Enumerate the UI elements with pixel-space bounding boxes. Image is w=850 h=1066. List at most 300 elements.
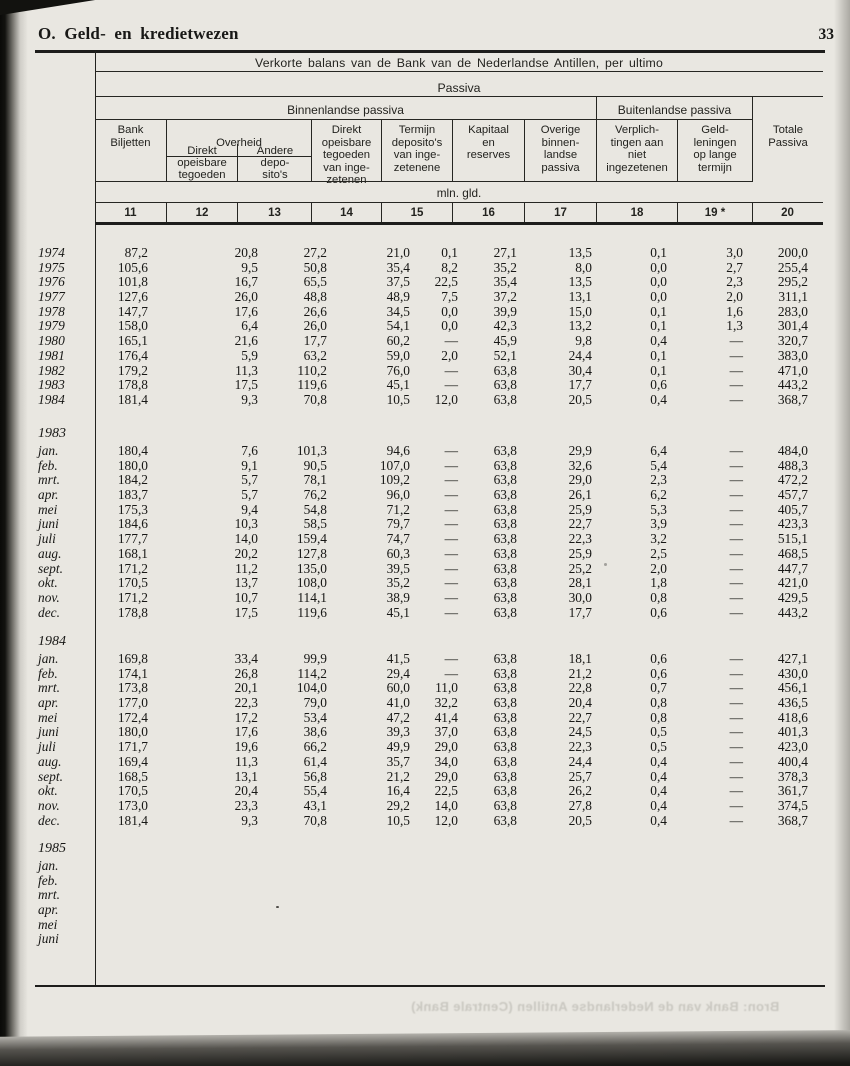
row-label: mrt. bbox=[38, 887, 60, 903]
table-cell: 79,7 bbox=[386, 516, 410, 532]
table-cell: 0,1 bbox=[441, 245, 458, 260]
header-bottom-rule bbox=[95, 222, 823, 225]
table-cell: 200,0 bbox=[777, 245, 808, 260]
section-label: 1985 bbox=[38, 841, 66, 856]
row-label: nov. bbox=[38, 589, 60, 605]
group-domestic-passiva: Binnenlandse passiva bbox=[95, 97, 597, 120]
column-number-row bbox=[95, 202, 823, 224]
table-cell: 63,8 bbox=[493, 560, 517, 576]
table-cell: 114,2 bbox=[297, 665, 327, 681]
row-label: mrt. bbox=[38, 472, 60, 488]
table-cell: — bbox=[444, 560, 458, 576]
table-cell: 0,8 bbox=[650, 695, 667, 711]
table-cell: — bbox=[729, 560, 743, 576]
table-row bbox=[38, 770, 808, 785]
table-row bbox=[38, 652, 808, 667]
row-label: aug. bbox=[38, 545, 62, 561]
table-cell: 180,0 bbox=[117, 724, 148, 740]
table-cell: 17,6 bbox=[234, 303, 258, 319]
table-cell: 6,4 bbox=[650, 443, 667, 458]
table-cell: 0,5 bbox=[650, 724, 667, 740]
table-cell: 405,7 bbox=[777, 501, 808, 517]
table-cell: 63,8 bbox=[493, 739, 517, 755]
table-cell: 63,8 bbox=[493, 753, 517, 769]
table-cell: 181,4 bbox=[117, 812, 148, 828]
table-cell: 63,8 bbox=[493, 575, 517, 591]
table-cell: 20,5 bbox=[568, 812, 592, 828]
row-label: 1976 bbox=[38, 274, 65, 290]
table-cell: 41,0 bbox=[386, 695, 410, 711]
table-cell: 472,2 bbox=[777, 472, 808, 488]
table-cell: 456,1 bbox=[777, 680, 808, 696]
table-row bbox=[38, 711, 808, 726]
table-cell: 54,1 bbox=[386, 318, 410, 334]
table-cell: 63,8 bbox=[493, 391, 517, 407]
spine-shadow bbox=[0, 0, 28, 1066]
table-cell: 2,3 bbox=[650, 472, 667, 488]
table-cell: 135,0 bbox=[296, 560, 327, 576]
col-header-direkt-opeisbaar-ingezetenen: Direkt opeisbare tegoeden van inge- zetenen bbox=[312, 120, 382, 182]
table-cell: 484,0 bbox=[777, 443, 808, 458]
table-cell: 53,4 bbox=[303, 709, 327, 725]
table-cell: — bbox=[444, 472, 458, 488]
table-cell: 63,8 bbox=[493, 709, 517, 725]
table-cell: — bbox=[729, 457, 743, 473]
table-cell: 13,7 bbox=[234, 575, 258, 591]
table-cell: 63,8 bbox=[493, 487, 517, 503]
table-cell: 13,5 bbox=[568, 274, 592, 290]
unit-label: mln. gld. bbox=[436, 186, 482, 200]
table-cell: 43,1 bbox=[303, 797, 327, 813]
table-cell: 295,2 bbox=[777, 274, 808, 290]
row-label: apr. bbox=[38, 902, 59, 918]
col-header-overige-binnenlandse: Overige binnen- landse passiva bbox=[525, 120, 597, 182]
table-cell: 32,2 bbox=[434, 695, 458, 711]
col-num-17: 17 bbox=[525, 203, 597, 224]
section-label: 1983 bbox=[38, 426, 66, 441]
table-cell: 58,5 bbox=[303, 516, 327, 532]
table-cell: 63,8 bbox=[493, 589, 517, 605]
column-header-row bbox=[95, 120, 823, 187]
dust-speck bbox=[276, 906, 279, 908]
row-label: 1982 bbox=[38, 362, 65, 378]
table-row bbox=[38, 681, 808, 696]
row-label: aug. bbox=[38, 753, 62, 769]
col-header-kapitaal-reserves: Kapitaal en reserves bbox=[453, 120, 525, 182]
table-cell: — bbox=[729, 545, 743, 561]
table-cell: 110,2 bbox=[297, 362, 327, 378]
table-cell: — bbox=[729, 709, 743, 725]
table-cell: 39,9 bbox=[493, 303, 517, 319]
table-cell: 20,4 bbox=[234, 783, 258, 799]
table-cell: 10,3 bbox=[234, 516, 258, 532]
table-cell: 13,1 bbox=[568, 289, 592, 305]
table-cell: 0,4 bbox=[650, 753, 667, 769]
table-row bbox=[38, 740, 808, 755]
table-row bbox=[38, 725, 808, 740]
table-cell: 427,1 bbox=[777, 651, 808, 666]
table-cell: 34,0 bbox=[434, 753, 458, 769]
col-header-bankbiljetten: Bank Biljetten bbox=[95, 120, 167, 182]
table-cell: 9,4 bbox=[241, 501, 258, 517]
table-row bbox=[38, 473, 808, 488]
table-cell: 423,0 bbox=[777, 739, 808, 755]
table-row bbox=[38, 755, 808, 770]
table-cell: 5,9 bbox=[241, 347, 258, 363]
row-label: mei bbox=[38, 501, 58, 517]
table-cell: 171,7 bbox=[117, 739, 148, 755]
table-row bbox=[38, 696, 808, 711]
table-cell: 52,1 bbox=[493, 347, 517, 363]
table-cell: 30,4 bbox=[568, 362, 592, 378]
table-cell: 37,2 bbox=[493, 289, 517, 305]
table-cell: 423,3 bbox=[777, 516, 808, 532]
table-row bbox=[38, 305, 808, 320]
col-header-verplichtingen-niet-ingezetenen: Verplich- tingen aan niet ingezetenen bbox=[597, 120, 678, 182]
table-cell: 0,4 bbox=[650, 812, 667, 828]
row-label: 1975 bbox=[38, 259, 65, 275]
table-cell: 63,2 bbox=[303, 347, 327, 363]
table-cell: 178,8 bbox=[117, 377, 148, 393]
table-cell: 29,0 bbox=[434, 739, 458, 755]
table-cell: 383,0 bbox=[777, 347, 808, 363]
table-cell: — bbox=[729, 377, 743, 393]
table-cell: 1,8 bbox=[650, 575, 667, 591]
table-cell: 170,5 bbox=[117, 575, 148, 591]
table-row bbox=[38, 918, 808, 933]
table-cell: 63,8 bbox=[493, 501, 517, 517]
table-cell: 50,8 bbox=[303, 259, 327, 275]
table-cell: — bbox=[444, 362, 458, 378]
table-cell: — bbox=[729, 783, 743, 799]
table-cell: 104,0 bbox=[296, 680, 327, 696]
table-cell: 26,0 bbox=[234, 289, 258, 305]
row-label: apr. bbox=[38, 695, 59, 711]
table-cell: — bbox=[444, 457, 458, 473]
col-header-andere-depositos: Andere depo- sito's bbox=[256, 145, 294, 182]
table-cell: — bbox=[729, 724, 743, 740]
table-cell: 27,8 bbox=[568, 797, 592, 813]
table-cell: 37,5 bbox=[386, 274, 410, 290]
table-cell: 63,8 bbox=[493, 812, 517, 828]
group-header-row bbox=[95, 97, 823, 120]
table-cell: 45,1 bbox=[386, 377, 410, 393]
table-cell: 0,1 bbox=[650, 303, 667, 319]
table-cell: 63,8 bbox=[493, 724, 517, 740]
table-row bbox=[38, 503, 808, 518]
table-row bbox=[38, 378, 808, 393]
table-cell: 41,4 bbox=[434, 709, 458, 725]
table-cell: 400,4 bbox=[777, 753, 808, 769]
col-num-19: 19 * bbox=[678, 203, 753, 224]
table-cell: — bbox=[729, 443, 743, 458]
table-cell: 0,1 bbox=[650, 318, 667, 334]
table-cell: 177,0 bbox=[117, 695, 148, 711]
row-label: apr. bbox=[38, 487, 59, 503]
table-cell: 65,5 bbox=[303, 274, 327, 290]
table-cell: 27,1 bbox=[493, 245, 517, 260]
table-cell: 35,2 bbox=[386, 575, 410, 591]
table-cell: 107,0 bbox=[379, 457, 410, 473]
group-foreign-passiva: Buitenlandse passiva bbox=[597, 97, 753, 120]
table-cell: 15,0 bbox=[568, 303, 592, 319]
table-cell: 23,3 bbox=[234, 797, 258, 813]
row-label: sept. bbox=[38, 560, 63, 576]
table-cell: 3,0 bbox=[726, 245, 743, 260]
row-label: 1980 bbox=[38, 333, 65, 349]
table-cell: 0,8 bbox=[650, 589, 667, 605]
table-cell: 48,9 bbox=[386, 289, 410, 305]
table-cell: 119,6 bbox=[297, 377, 327, 393]
table-cell: 63,8 bbox=[493, 443, 517, 458]
table-cell: 169,4 bbox=[117, 753, 148, 769]
row-label: feb. bbox=[38, 665, 58, 681]
table-row bbox=[38, 488, 808, 503]
table-cell: 159,4 bbox=[296, 531, 327, 547]
row-label: dec. bbox=[38, 604, 60, 620]
col-header-totale-passiva: Totale Passiva bbox=[768, 124, 808, 149]
table-cell: 165,1 bbox=[117, 333, 148, 349]
table-cell: 21,6 bbox=[234, 333, 258, 349]
page-number: 33 bbox=[818, 26, 834, 43]
row-label: juni bbox=[38, 516, 59, 532]
table-cell: 22,5 bbox=[434, 274, 458, 290]
table-cell: 61,4 bbox=[303, 753, 327, 769]
table-row bbox=[38, 393, 808, 408]
table-cell: 87,2 bbox=[124, 245, 148, 260]
table-cell: 10,7 bbox=[234, 589, 258, 605]
table-cell: 11,3 bbox=[235, 362, 258, 378]
table-cell: 90,5 bbox=[303, 457, 327, 473]
table-cell: 0,1 bbox=[650, 347, 667, 363]
table-cell: 22,7 bbox=[568, 709, 592, 725]
table-cell: 25,2 bbox=[568, 560, 592, 576]
table-cell: 13,5 bbox=[568, 245, 592, 260]
table-cell: 25,9 bbox=[568, 501, 592, 517]
table-row bbox=[38, 606, 808, 621]
table-cell: 8,0 bbox=[575, 259, 592, 275]
table-cell: 35,4 bbox=[493, 274, 517, 290]
table-cell: 178,8 bbox=[117, 604, 148, 620]
table-cell: 181,4 bbox=[117, 391, 148, 407]
table-cell: 7,6 bbox=[241, 443, 258, 458]
table-cell: 179,2 bbox=[117, 362, 148, 378]
table-cell: 19,6 bbox=[234, 739, 258, 755]
table-cell: 184,2 bbox=[117, 472, 148, 488]
table-cell: 147,7 bbox=[117, 303, 148, 319]
passiva-header: Passiva bbox=[95, 72, 823, 97]
table-cell: 13,2 bbox=[568, 318, 592, 334]
table-row bbox=[38, 576, 808, 591]
table-cell: — bbox=[444, 531, 458, 547]
table-cell: 45,9 bbox=[493, 333, 517, 349]
row-label: mei bbox=[38, 709, 58, 725]
table-cell: 38,9 bbox=[386, 589, 410, 605]
table-cell: 20,4 bbox=[568, 695, 592, 711]
col-num-13: 13 bbox=[238, 203, 312, 224]
row-label: 1978 bbox=[38, 303, 65, 319]
table-cell: — bbox=[444, 575, 458, 591]
table-row bbox=[38, 349, 808, 364]
table-cell: — bbox=[729, 768, 743, 784]
table-cell: 26,8 bbox=[234, 665, 258, 681]
table-cell: 63,8 bbox=[493, 545, 517, 561]
table-cell: 22,8 bbox=[568, 680, 592, 696]
table-cell: 17,7 bbox=[568, 377, 592, 393]
col-group-overheid bbox=[167, 120, 312, 182]
table-cell: 63,8 bbox=[493, 695, 517, 711]
table-cell: 169,8 bbox=[117, 651, 148, 666]
table-cell: 0,0 bbox=[441, 318, 458, 334]
table-cell: 2,0 bbox=[441, 347, 458, 363]
table-cell: 3,9 bbox=[650, 516, 667, 532]
table-row bbox=[38, 444, 808, 459]
table-cell: 9,5 bbox=[241, 259, 258, 275]
table-cell: 0,6 bbox=[650, 651, 667, 666]
table-cell: 183,7 bbox=[117, 487, 148, 503]
section-1985 bbox=[38, 840, 808, 947]
table-row bbox=[38, 814, 808, 829]
table-cell: — bbox=[729, 812, 743, 828]
table-cell: 180,0 bbox=[117, 457, 148, 473]
table-cell: 63,8 bbox=[493, 797, 517, 813]
table-cell: 9,1 bbox=[241, 457, 258, 473]
table-row bbox=[38, 547, 808, 562]
table-cell: 2,7 bbox=[726, 259, 743, 275]
table-cell: 35,4 bbox=[386, 259, 410, 275]
table-cell: 0,6 bbox=[650, 604, 667, 620]
table-cell: 25,7 bbox=[568, 768, 592, 784]
table-cell: 29,0 bbox=[568, 472, 592, 488]
table-cell: 29,4 bbox=[386, 665, 410, 681]
table-cell: 99,9 bbox=[303, 651, 327, 666]
table-cell: 443,2 bbox=[777, 604, 808, 620]
table-cell: 11,2 bbox=[235, 560, 258, 576]
table-cell: — bbox=[444, 501, 458, 517]
table-cell: 5,7 bbox=[241, 472, 258, 488]
table-cell: 429,5 bbox=[777, 589, 808, 605]
table-cell: 101,3 bbox=[296, 443, 327, 458]
table-cell: 39,5 bbox=[386, 560, 410, 576]
table-cell: — bbox=[729, 472, 743, 488]
table-cell: 6,4 bbox=[241, 318, 258, 334]
table-cell: — bbox=[444, 604, 458, 620]
table-cell: 119,6 bbox=[297, 604, 327, 620]
bottom-rule bbox=[35, 985, 825, 987]
table-cell: 0,4 bbox=[650, 768, 667, 784]
table-cell: 63,8 bbox=[493, 651, 517, 666]
table-cell: 21,0 bbox=[386, 245, 410, 260]
table-cell: 0,6 bbox=[650, 665, 667, 681]
table-cell: 2,3 bbox=[726, 274, 743, 290]
table-cell: 16,4 bbox=[386, 783, 410, 799]
table-cell: 17,6 bbox=[234, 724, 258, 740]
table-cell: 63,8 bbox=[493, 362, 517, 378]
table-cell: 20,8 bbox=[234, 245, 258, 260]
table-cell: 47,2 bbox=[386, 709, 410, 725]
table-cell: 180,4 bbox=[117, 443, 148, 458]
table-cell: 173,0 bbox=[117, 797, 148, 813]
table-cell: 0,1 bbox=[650, 245, 667, 260]
table-cell: — bbox=[729, 487, 743, 503]
table-cell: 418,6 bbox=[777, 709, 808, 725]
row-label: juni bbox=[38, 724, 59, 740]
table-cell: 35,2 bbox=[493, 259, 517, 275]
table-title: Verkorte balans van de Bank van de Nederlandse Antillen, per ultimo bbox=[95, 51, 823, 72]
table-cell: 63,8 bbox=[493, 377, 517, 393]
col-num-16: 16 bbox=[453, 203, 525, 224]
col-num-14: 14 bbox=[312, 203, 382, 224]
table-cell: 22,3 bbox=[234, 695, 258, 711]
table-cell: 60,2 bbox=[386, 333, 410, 349]
table-cell: 16,7 bbox=[234, 274, 258, 290]
table-cell: 2,5 bbox=[650, 545, 667, 561]
row-label: jan. bbox=[38, 443, 59, 458]
table-cell: 26,0 bbox=[303, 318, 327, 334]
table-cell: 42,3 bbox=[493, 318, 517, 334]
table-cell: — bbox=[729, 797, 743, 813]
table-row bbox=[38, 459, 808, 474]
table-cell: 0,8 bbox=[650, 709, 667, 725]
table-cell: 430,0 bbox=[777, 665, 808, 681]
table-cell: 14,0 bbox=[434, 797, 458, 813]
table-cell: 76,2 bbox=[303, 487, 327, 503]
table-cell: 12,0 bbox=[434, 812, 458, 828]
table-cell: 94,6 bbox=[386, 443, 410, 458]
table-cell: — bbox=[444, 333, 458, 349]
table-cell: 24,4 bbox=[568, 753, 592, 769]
table-cell: 177,7 bbox=[117, 531, 148, 547]
page-edge-shadow bbox=[834, 0, 850, 1066]
table-cell: 1,3 bbox=[726, 318, 743, 334]
table-cell: 20,2 bbox=[234, 545, 258, 561]
table-cell: — bbox=[729, 695, 743, 711]
row-label: 1974 bbox=[38, 245, 65, 260]
table-cell: 63,8 bbox=[493, 665, 517, 681]
table-cell: 173,8 bbox=[117, 680, 148, 696]
table-cell: 468,5 bbox=[777, 545, 808, 561]
row-label: juni bbox=[38, 931, 59, 947]
table-cell: 0,0 bbox=[650, 259, 667, 275]
table-cell: 20,5 bbox=[568, 391, 592, 407]
ghost-source-text: Bron: Bank van de Nederlandse Antillen (Centrale Bank) bbox=[410, 999, 780, 1014]
table-cell: 32,6 bbox=[568, 457, 592, 473]
table-cell: 11,3 bbox=[235, 753, 258, 769]
table-cell: 184,6 bbox=[117, 516, 148, 532]
table-cell: 63,8 bbox=[493, 472, 517, 488]
table-row bbox=[38, 591, 808, 606]
table-cell: 127,6 bbox=[117, 289, 148, 305]
table-cell: 11,0 bbox=[435, 680, 458, 696]
table-cell: 28,1 bbox=[568, 575, 592, 591]
table-cell: 78,1 bbox=[303, 472, 327, 488]
table-cell: 22,7 bbox=[568, 516, 592, 532]
table-cell: 48,8 bbox=[303, 289, 327, 305]
table-cell: 9,3 bbox=[241, 391, 258, 407]
table-cell: 457,7 bbox=[777, 487, 808, 503]
table-cell: 55,4 bbox=[303, 783, 327, 799]
table-cell: — bbox=[729, 501, 743, 517]
col-num-20: 20 bbox=[781, 207, 794, 219]
table-cell: 488,3 bbox=[777, 457, 808, 473]
table-cell: 17,5 bbox=[234, 377, 258, 393]
table-cell: 20,1 bbox=[234, 680, 258, 696]
table-cell: — bbox=[729, 347, 743, 363]
table-cell: 283,0 bbox=[777, 303, 808, 319]
table-cell: — bbox=[444, 516, 458, 532]
table-cell: — bbox=[444, 443, 458, 458]
table-cell: 18,1 bbox=[568, 651, 592, 666]
